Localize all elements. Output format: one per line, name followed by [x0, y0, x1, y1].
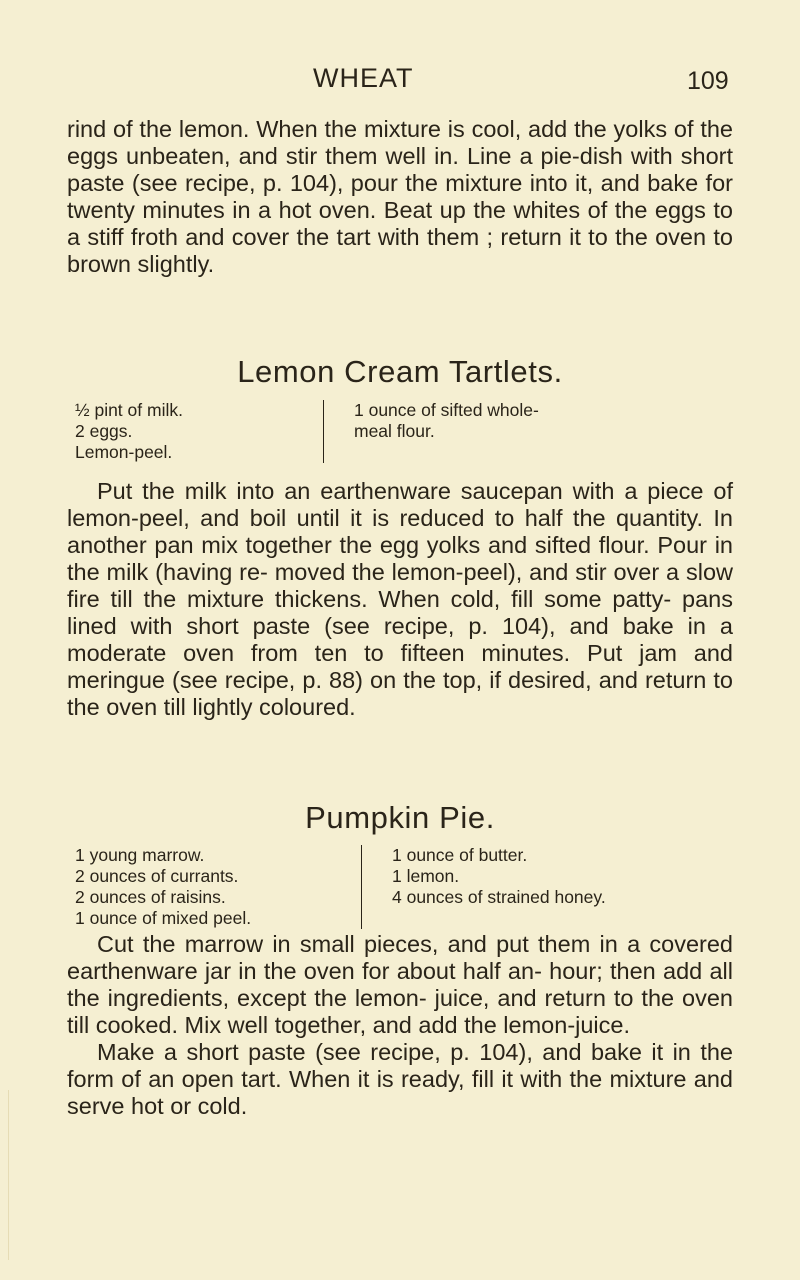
ingredient-item: 2 ounces of raisins. — [75, 887, 226, 907]
ingredient-item: Lemon-peel. — [75, 442, 173, 462]
recipe-title-pumpkin-pie: Pumpkin Pie. — [305, 800, 495, 835]
ingredient-item: meal flour. — [354, 421, 435, 441]
ingredient-column-right — [324, 400, 539, 463]
intro-paragraph: rind of the lemon. When the mixture is cool, add the yolks of the eggs unbeaten, and stir them well in. Line a pie-dish with short paste (see recipe, p. 104), pour the mixture into it, and bake for twenty minutes in a hot oven. Beat up the whites of the eggs to a stiff froth and cover the tart with them ; return it to the oven to brown slightly. — [67, 116, 733, 277]
page-edge-mark — [8, 1090, 9, 1260]
ingredient-column-right — [362, 845, 606, 929]
recipe-title-lemon-cream-tartlets: Lemon Cream Tartlets. — [237, 354, 563, 389]
ingredient-list-pumpkin-pie — [75, 845, 606, 929]
ingredient-item: 1 young marrow. — [75, 845, 205, 865]
method-text-lemon-cream-tartlets — [67, 478, 733, 721]
ingredient-item: 1 ounce of sifted whole- — [354, 400, 539, 420]
ingredient-column-left — [75, 845, 362, 929]
page-number: 109 — [687, 67, 729, 95]
ingredient-column-left — [75, 400, 324, 463]
ingredient-item: ½ pint of milk. — [75, 400, 183, 420]
intro-text-block — [67, 116, 733, 278]
ingredient-item: 1 lemon. — [392, 866, 460, 886]
method-paragraph: Make a short paste (see recipe, p. 104), and bake it in the form of an open tart. When it is ready, fill it with the mixture and serve hot or cold. — [67, 1039, 733, 1119]
ingredient-item: 4 ounces of strained honey. — [392, 887, 606, 907]
running-head — [0, 62, 800, 102]
ingredient-list-lemon-cream-tartlets — [75, 400, 539, 463]
ingredient-item: 2 eggs. — [75, 421, 133, 441]
method-paragraph: Cut the marrow in small pieces, and put them in a covered earthenware jar in the oven for about half an- hour; then add all the ingredients, except the lemon- juice, and return to the oven till cooked. Mix well together, and add the lemon-juice. — [67, 931, 733, 1038]
ingredient-item: 1 ounce of mixed peel. — [75, 908, 252, 928]
ingredient-item: 1 ounce of butter. — [392, 845, 528, 865]
running-title: WHEAT — [313, 63, 414, 93]
method-text-pumpkin-pie — [67, 931, 733, 1120]
method-paragraph: Put the milk into an earthenware saucepan with a piece of lemon-peel, and boil until it is reduced to half the quantity. In another pan mix together the egg yolks and sifted flour. Pour in the milk (having re- moved the lemon-peel), and stir over a slow fire till the mixture thickens. When cold, fill some patty- pans lined with short paste (see recipe, p. 104), and bake in a moderate oven from ten to fifteen minutes. Put jam and meringue (see recipe, p. 88) on the top, if desired, and return to the oven till lightly coloured. — [67, 478, 733, 720]
ingredient-item: 2 ounces of currants. — [75, 866, 239, 886]
